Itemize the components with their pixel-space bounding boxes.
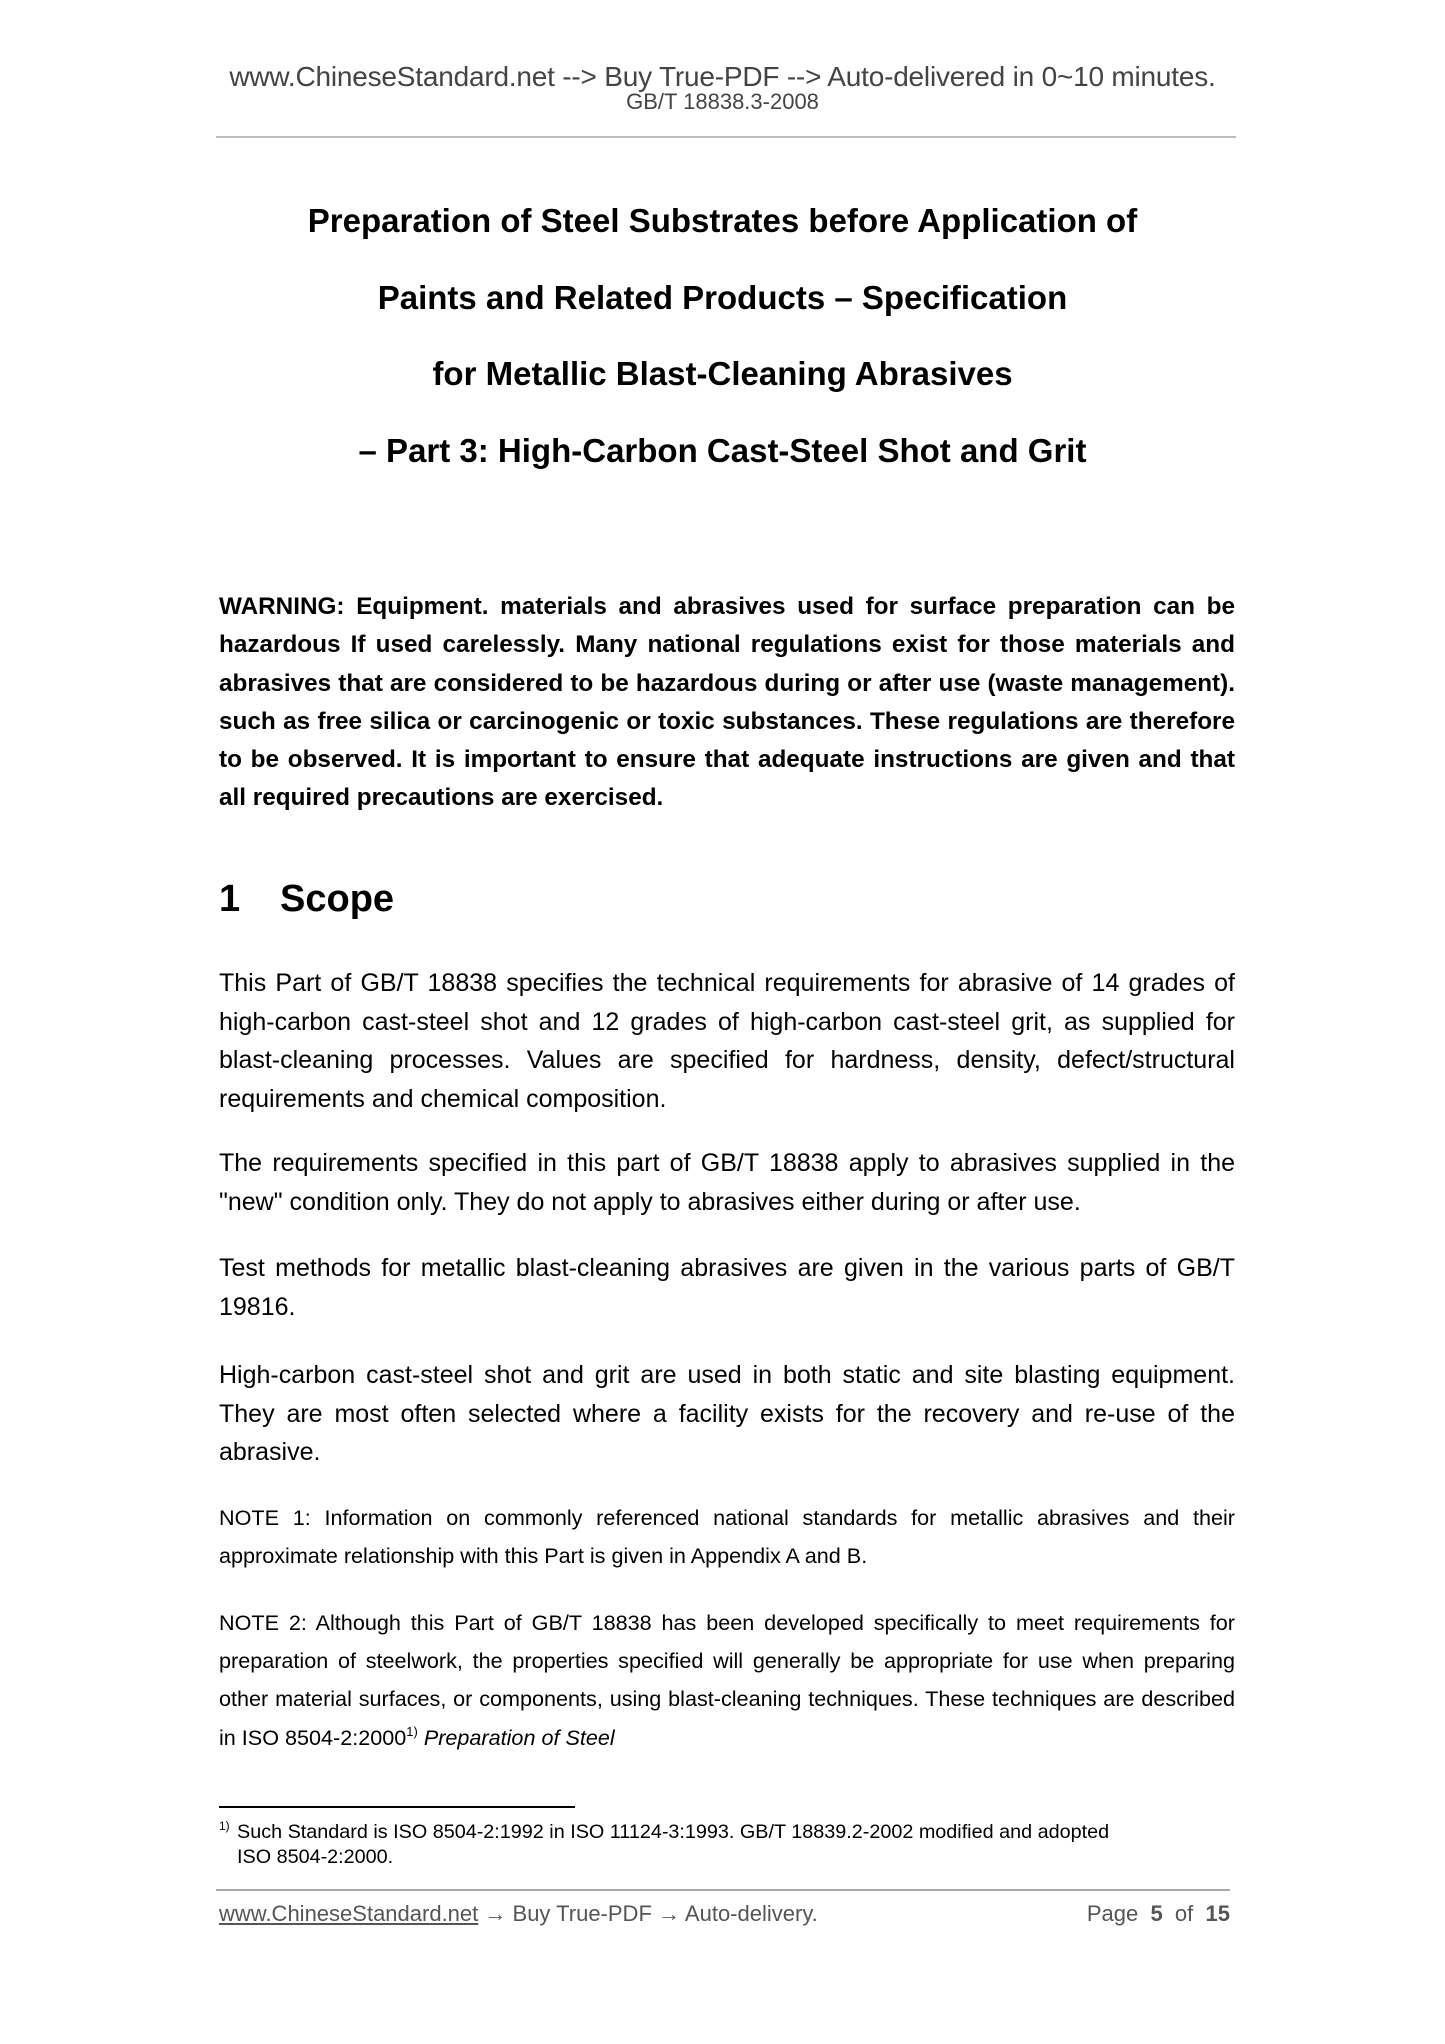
warning-paragraph: WARNING: Equipment. materials and abrasives used for surface preparation can be hazardous If used carelessly. Many national regulations exist for those materials and abrasives that are considered to be hazardous during or after use (waste management). such as free silica or carcinogenic or toxic substances. These regulations are therefore to be observed. It is important to ensure that adequate instructions are given and that all required precautions are exercised. <box>219 593 1235 812</box>
section-number: 1 <box>219 878 241 920</box>
arrow-right-icon: → <box>484 1901 507 1926</box>
title-line-4: – Part 3: High-Carbon Cast-Steel Shot and Grit <box>358 431 1087 469</box>
footnote-line-2: ISO 8504-2:2000. <box>237 1846 394 1868</box>
section-title: Scope <box>280 878 395 920</box>
document-title <box>180 183 1265 489</box>
arrow-right-icon: → <box>658 1901 681 1926</box>
footnote-separator <box>219 1806 575 1808</box>
page-indicator <box>1087 1903 1230 1925</box>
footer-delivery-text: Auto-delivery. <box>684 1901 818 1926</box>
page-footer <box>219 1903 1230 1925</box>
page-current: 5 <box>1150 1901 1163 1926</box>
page-total: 15 <box>1205 1901 1230 1926</box>
footer-site-link[interactable]: www.ChineseStandard.net <box>219 1901 479 1926</box>
scope-paragraph-2: The requirements specified in this part of GB/T 18838 apply to abrasives supplied in the "new" condition only. They do not apply to abrasives either during or after use. <box>219 1149 1235 1216</box>
title-line-1: Preparation of Steel Substrates before Application of <box>307 202 1138 239</box>
section-heading <box>219 880 394 918</box>
header-divider <box>216 136 1236 138</box>
scope-paragraph-4: High-carbon cast-steel shot and grit are used in both static and site blasting equipment. They are most often selected where a facility exists for the recovery and re-use of the abrasive. <box>219 1361 1235 1466</box>
page-label: Page <box>1086 1901 1139 1926</box>
footnote: $^{1)}$ Such Standard is ISO 8504-2:1992 in ISO 11124-3:1993. GB/T 18839.2-2002 modified and adopted ISO 8504-2:2000. <box>219 1820 1219 1870</box>
footer-divider <box>216 1889 1230 1891</box>
title-line-2: Paints and Related Products – Specification <box>377 278 1068 316</box>
note-2-text: NOTE 2: Although this Part of GB/T 18838 has been developed specifically to meet requirements for preparation of steelwork, the properties specified will generally be appropriate for use when preparing other material surfaces, or components, using blast-cleaning techniques. These techniques are described in ISO 8504-2:2000 <box>219 1610 1235 1750</box>
title-line-3: for Metallic Blast-Cleaning Abrasives <box>432 355 1013 392</box>
scope-paragraph-3: Test methods for metallic blast-cleaning abrasives are given in the various parts of GB/T 19816. <box>219 1254 1235 1321</box>
note-2 <box>219 1604 1235 1757</box>
note-2-italic-title: Preparation of Steel <box>423 1724 615 1750</box>
footnote-line-1: Such Standard is ISO 8504-2:1992 in ISO 11124-3:1993. GB/T 18839.2-2002 modified and adopted <box>237 1821 1110 1843</box>
header-banner: www.ChineseStandard.net --> Buy True-PDF --> Auto-delivered in 0~10 minutes. <box>229 61 1216 92</box>
note-1: NOTE 1: Information on commonly referenced national standards for metallic abrasives and their approximate relationship with this Part is given in Appendix A and B. <box>219 1505 1235 1569</box>
standard-number: GB/T 18838.3-2008 <box>626 89 819 114</box>
footnote-reference[interactable]: 1) <box>406 1723 418 1739</box>
footer-buy-text: Buy True-PDF <box>512 1901 652 1926</box>
page-of: of <box>1174 1901 1194 1926</box>
scope-paragraph-1: This Part of GB/T 18838 specifies the technical requirements for abrasive of 14 grades of high-carbon cast-steel shot and 12 grades of high-carbon cast-steel grit, as supplied for blast-cleaning processes. Values are specified for hardness, density, defect/structural requirements and chemical composition. <box>219 969 1235 1113</box>
